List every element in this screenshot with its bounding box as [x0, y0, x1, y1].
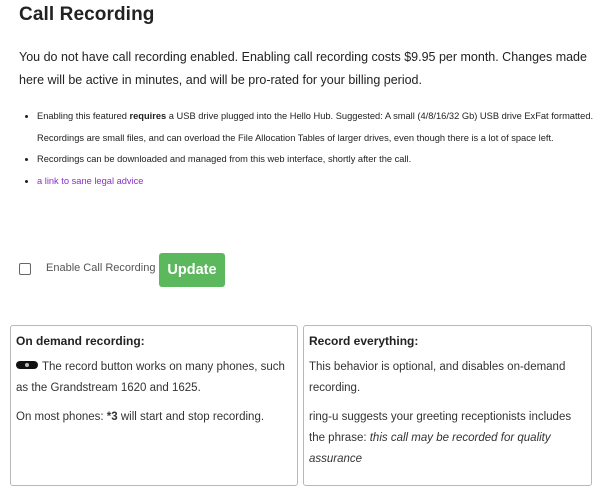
requirements-list [22, 106, 600, 192]
record-everything-description: This behavior is optional, and disables on-demand recording. [309, 361, 566, 394]
enable-recording-label[interactable]: Enable Call Recording [46, 262, 156, 274]
shortcut-text-before: On most phones: [16, 411, 107, 423]
legal-advice-link[interactable]: a link to sane legal advice [37, 175, 144, 186]
on-demand-text: The record button works on many phones, such as the Grandstream 1620 and 1625. [16, 361, 285, 394]
enable-recording-row [19, 253, 319, 287]
usb-text-after: a USB drive plugged into the Hello Hub. Suggested: A small (4/8/16/32 Gb) USB drive ExFat formatted. Recordings are small files, and can overload the File Allocation Tables of larger drives, even though there is a lot of space left. [37, 111, 594, 143]
shortcut-text-after: will start and stop recording. [117, 411, 265, 423]
list-item-download: • Recordings can be downloaded and managed from this web interface, shortly after the call. [37, 149, 600, 171]
list-item-legal [37, 171, 600, 193]
update-button[interactable]: Update [159, 253, 225, 287]
greeting-text-before: ring-u suggests your greeting receptionists includes the phrase: [309, 411, 572, 444]
record-everything-card [303, 325, 592, 486]
shortcut-code: *3 [106, 411, 118, 423]
intro-text: You do not have call recording enabled. Enabling call recording costs $9.95 per month. Changes made here will be active in minutes, and will be pro-rated for your billing period. [19, 50, 587, 87]
page-title: Call Recording [19, 4, 155, 25]
enable-recording-checkbox[interactable] [19, 263, 31, 275]
on-demand-card-title: On demand recording: [16, 334, 145, 348]
on-demand-shortcut [16, 407, 291, 428]
list-item-usb-requirement [37, 106, 600, 149]
usb-text-before: Enabling this featured [37, 111, 130, 121]
on-demand-description [16, 357, 291, 399]
usb-text-bold: requires [129, 111, 167, 121]
record-button-icon [16, 361, 38, 369]
on-demand-recording-card [10, 325, 298, 486]
greeting-suggestion [309, 407, 585, 470]
greeting-quote: this call may be recorded for quality assurance [309, 432, 551, 465]
record-everything-card-title: Record everything: [309, 334, 419, 348]
